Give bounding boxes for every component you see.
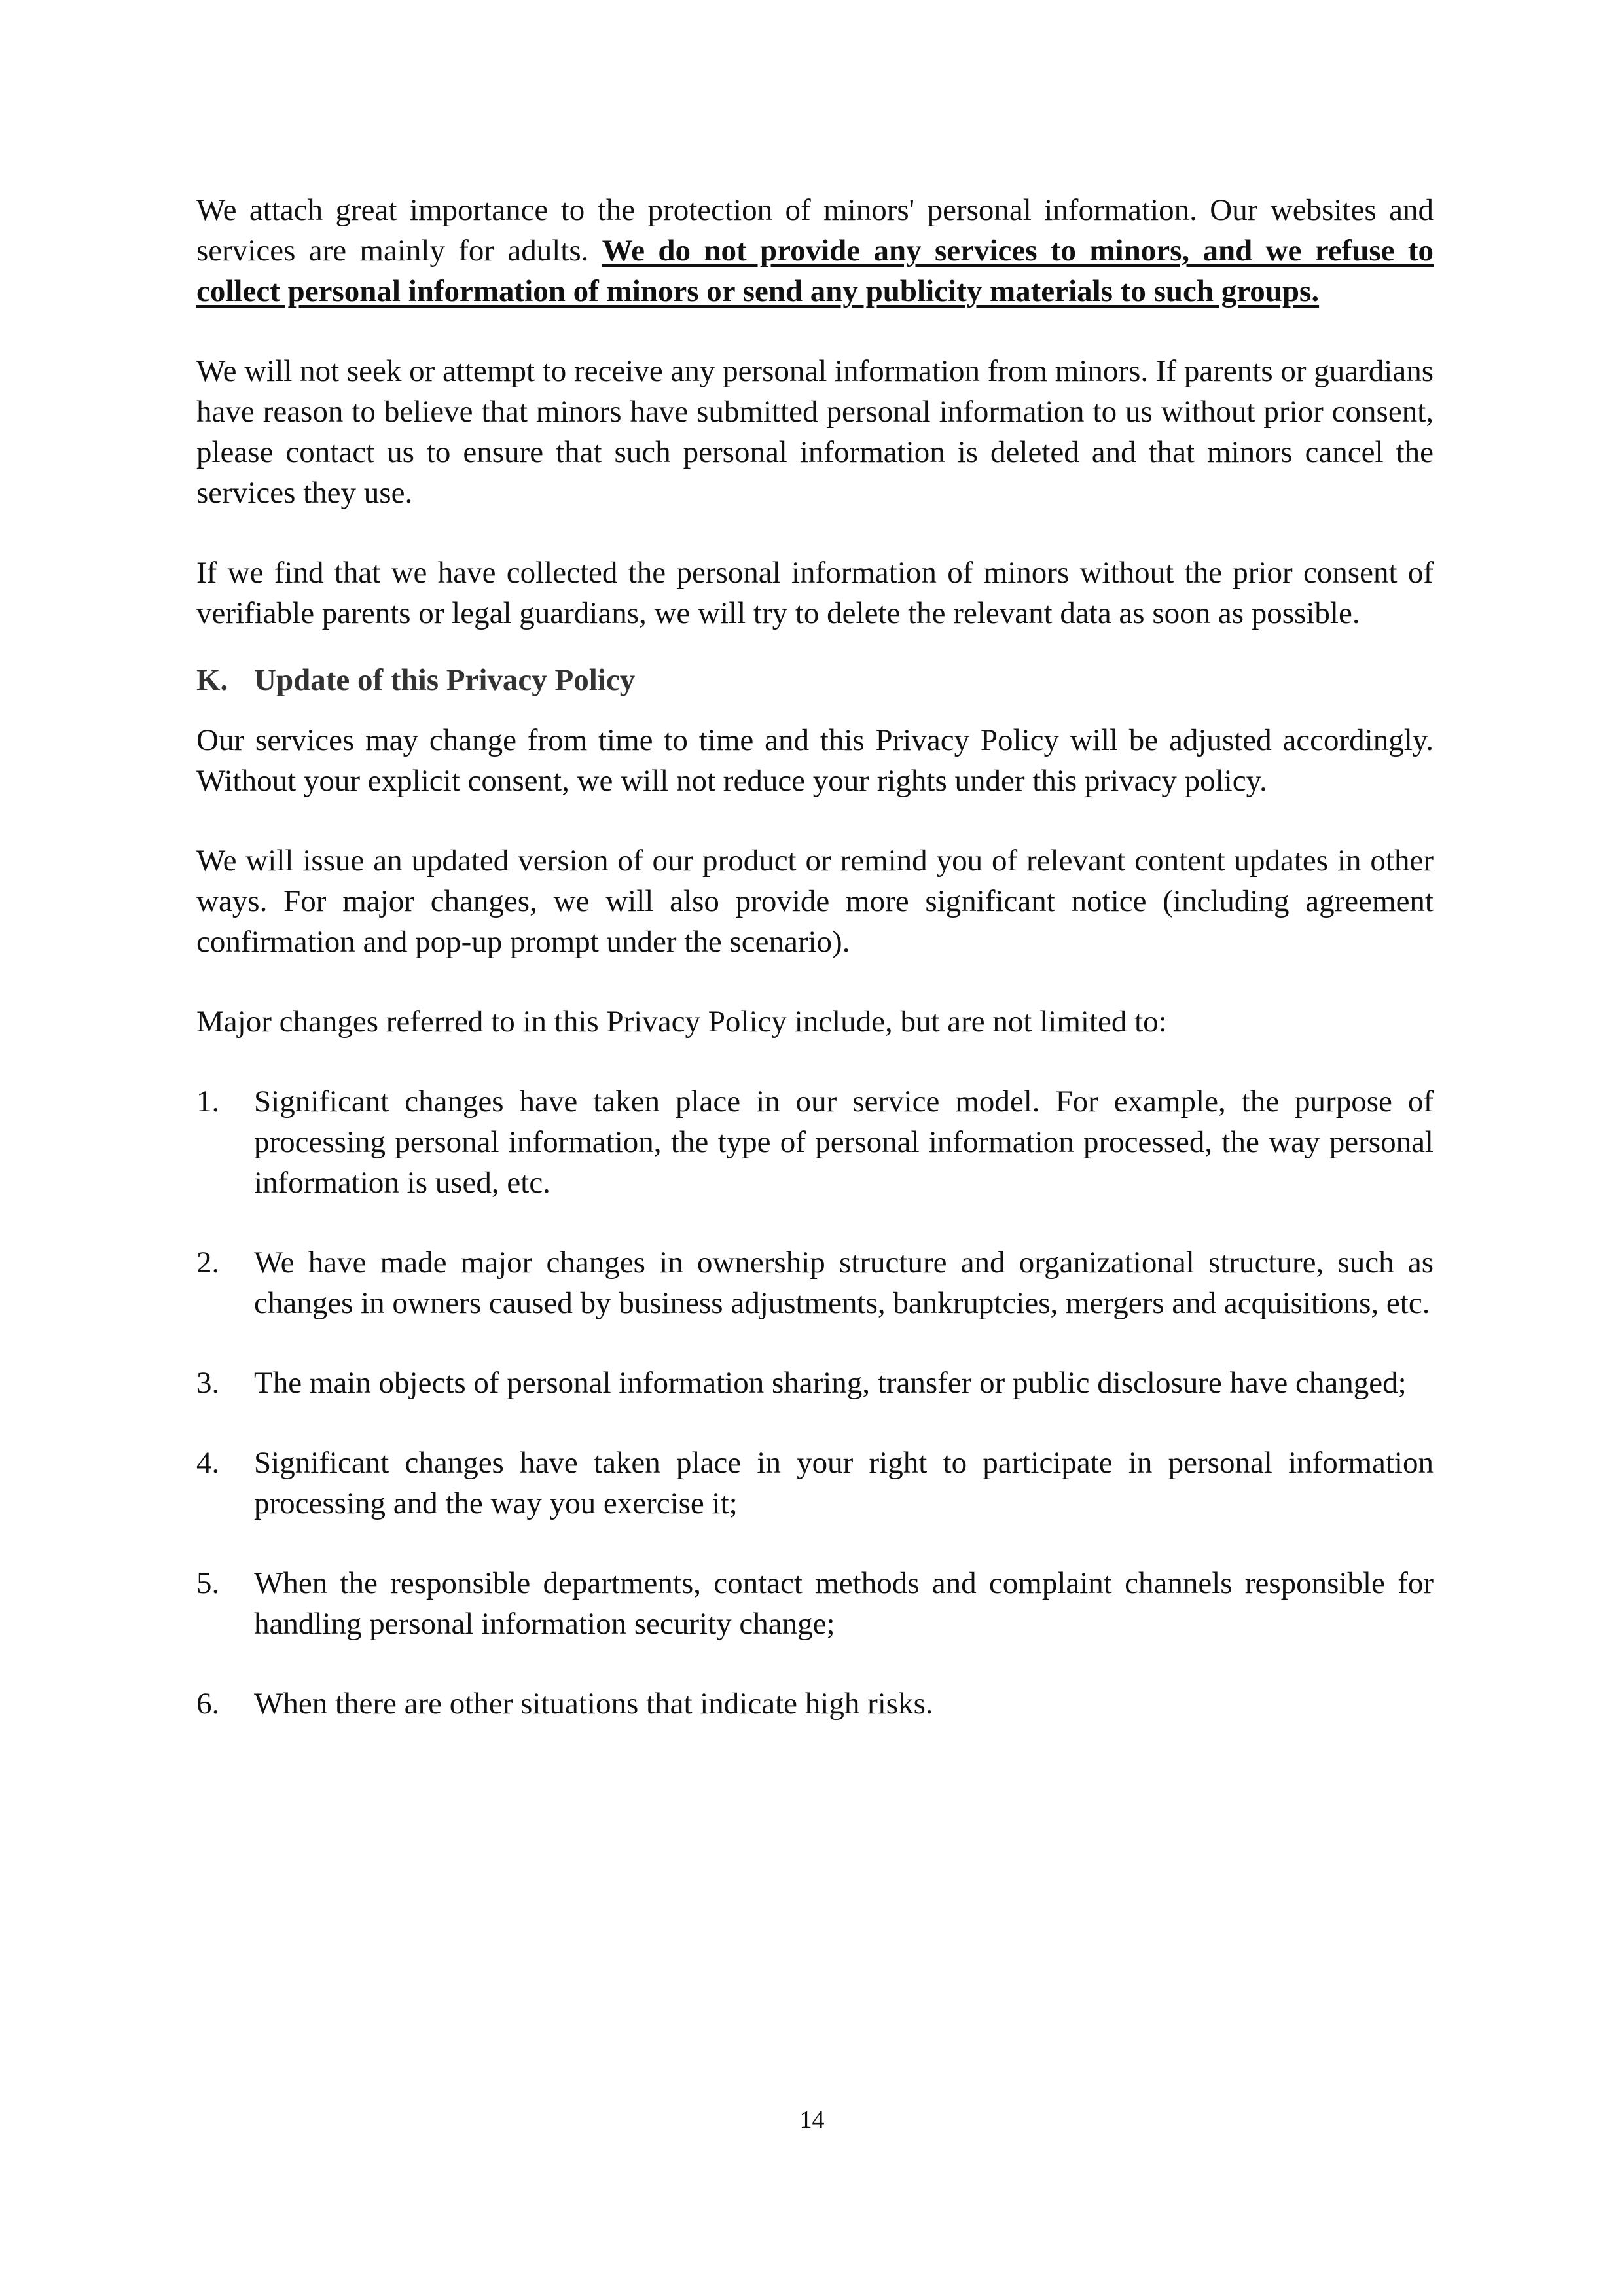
section-k-marker: K.	[196, 663, 228, 697]
minors-no-collection-paragraph: We will not seek or attempt to receive any personal information from minors. If parents or guardians have reason to believe that minors have submitted personal information to us without prior consent, please contact us to ensure that such personal information is deleted and that minors cancel the services they use.	[196, 354, 1434, 510]
list-item	[196, 1683, 1434, 1724]
list-item	[196, 1363, 1434, 1403]
policy-adjustment-paragraph: Our services may change from time to time and this Privacy Policy will be adjusted accordingly. Without your explicit consent, we will not reduce your rights under this privacy policy.	[196, 723, 1434, 798]
major-changes-list	[196, 1081, 1434, 1724]
page-content	[196, 190, 1434, 1763]
list-item-text: Significant changes have taken place in your right to participate in personal information processing and the way you exercise it;	[254, 1446, 1434, 1520]
minors-no-service-emphasis: We do not provide any services to minors, and we refuse to collect personal information of minors or send any publicity materials to such groups.	[196, 234, 1434, 308]
list-item-number: 6.	[196, 1687, 220, 1721]
list-item-number: 2.	[196, 1246, 220, 1280]
list-item	[196, 1563, 1434, 1644]
minors-deletion-paragraph: If we find that we have collected the personal information of minors without the prior consent of verifiable parents or legal guardians, we will try to delete the relevant data as soon as possible.	[196, 556, 1434, 630]
major-changes-intro-paragraph: Major changes referred to in this Privacy Policy include, but are not limited to:	[196, 1005, 1167, 1039]
list-item-text: We have made major changes in ownership structure and organizational structure, such as changes in owners caused by business adjustments, bankruptcies, mergers and acquisitions, etc.	[254, 1246, 1434, 1320]
section-k-heading	[196, 660, 1434, 700]
list-item-number: 1.	[196, 1085, 220, 1119]
update-notice-paragraph: We will issue an updated version of our product or remind you of relevant content updates in other ways. For major changes, we will also provide more significant notice (including agreement confirmation and pop-up prompt under the scenario).	[196, 844, 1434, 959]
list-item-number: 3.	[196, 1366, 220, 1400]
section-k-title: Update of this Privacy Policy	[254, 663, 636, 697]
list-item	[196, 1443, 1434, 1524]
list-item-text: The main objects of personal information sharing, transfer or public disclosure have changed;	[254, 1366, 1407, 1400]
list-item-text: When there are other situations that indicate high risks.	[254, 1687, 933, 1721]
list-item-text: When the responsible departments, contact methods and complaint channels responsible for handling personal information security change;	[254, 1566, 1434, 1641]
minors-protection-text: We attach great importance to the protection of minors' personal information. Our websites and services are mainly for adults.	[196, 193, 1434, 268]
list-item	[196, 1081, 1434, 1203]
list-item-number: 5.	[196, 1566, 220, 1600]
page-number: 14	[799, 2106, 825, 2134]
list-item	[196, 1242, 1434, 1323]
minors-protection-paragraph	[196, 190, 1434, 312]
list-item-text: Significant changes have taken place in our service model. For example, the purpose of processing personal information, the type of personal information processed, the way personal information is used, etc.	[254, 1085, 1434, 1200]
list-item-number: 4.	[196, 1446, 220, 1480]
